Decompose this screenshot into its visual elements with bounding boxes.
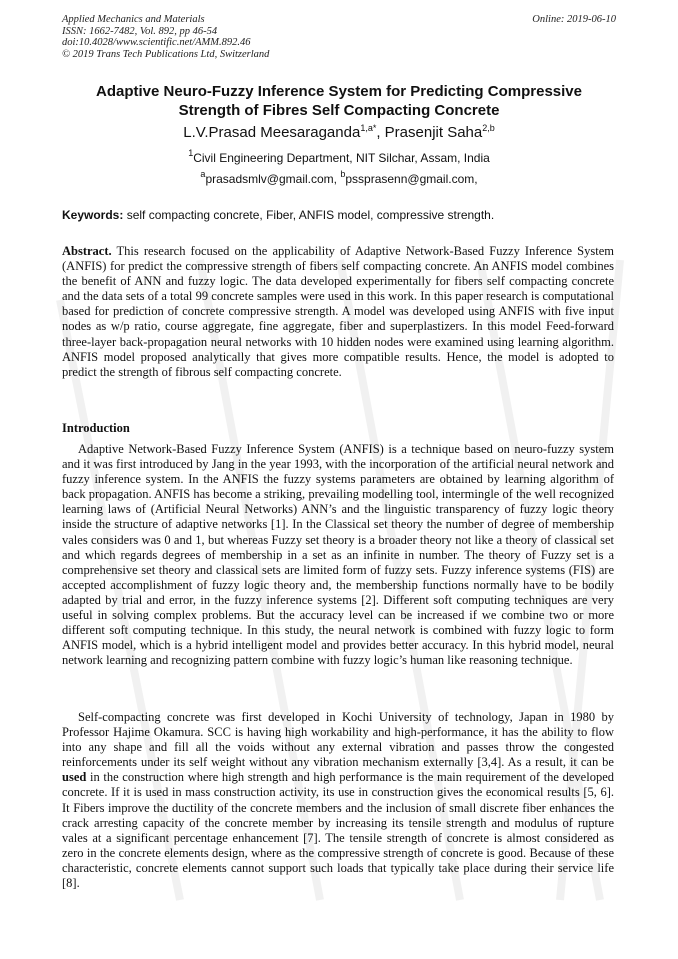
title-line-1: Adaptive Neuro-Fuzzy Inference System for Predicting Compressive: [96, 83, 582, 100]
intro-p2-part-a: Self-compacting concrete was first developed in Kochi University of technology, Japan in 1980 by Professor Hajime Okamura. SCC is having high workability and high-performance, it has the ability to flow into any shape and fill all the voids without any external vibration and passes throw the congested reinforcements under its self weight without any vibration mechanism externally [3,4]. As a result, it can be: [62, 710, 614, 770]
keywords-text: self compacting concrete, Fiber, ANFIS model, compressive strength.: [123, 208, 495, 222]
email-1[interactable]: prasadsmlv@gmail.com,: [205, 172, 341, 186]
paper-title: [60, 82, 618, 120]
author-list: [60, 124, 618, 141]
email-2[interactable]: pssprasenn@gmail.com,: [345, 172, 478, 186]
affiliation-marker: 1: [188, 148, 194, 158]
issn-line: ISSN: 1662-7482, Vol. 892, pp 46-54: [62, 25, 218, 37]
author-2-affiliation: 2,b: [482, 123, 495, 133]
author-emails: [60, 169, 618, 186]
author-1-affiliation: 1,a*: [360, 123, 377, 133]
affiliation: [60, 148, 618, 165]
email-1-marker: a: [200, 169, 206, 179]
abstract-label: Abstract.: [62, 244, 112, 258]
keywords-label: Keywords:: [62, 208, 124, 222]
author-2: Prasenjit Saha: [384, 124, 483, 141]
abstract: [62, 244, 614, 380]
title-line-2: Strength of Fibres Self Compacting Concrete: [178, 102, 500, 119]
copyright-line: © 2019 Trans Tech Publications Ltd, Switzerland: [62, 48, 270, 60]
email-2-marker: b: [340, 169, 346, 179]
abstract-text: This research focused on the applicability of Adaptive Network-Based Fuzzy Inference System (ANFIS) for predict the compressive strength of fibers self compacting concrete. An ANFIS model combines the benefit of ANN and fuzzy logic. The data developed experimentally for fibers self compacting concrete and the data sets of a total 99 concrete samples were used in this work. In this paper research is computational based for prediction of concrete compressive strength. A model was developed using ANFIS with five input nodes as w/p ratio, course aggregate, fine aggregate, fiber and superplastizers. In this model Feed-forward three-layer back-propagation neural networks with 10 hidden nodes were examined using learning algorithm. ANFIS model proposed analytically that gives more compatible results. Hence, the model is adopted to predict the strength of fibrous self compacting concrete.: [62, 244, 614, 379]
keywords: [62, 208, 618, 222]
intro-p2-part-b: in the construction where high strength and high performance is the main requirement of the developed concrete. If it is used in mass construction activity, its use in construction gives the economical results [5, 6]. It Fibers improve the ductility of the concrete members and the inclusion of small discrete fiber enhances the crack arresting capacity of the concrete member by increasing its tensile strength and modulus of rupture vales at a significant percentage enhancement [7]. The tensile strength of concrete is almost considered as zero in the concrete elements design, where as the compressive strength of concrete is good. Because of these characteristic, concrete elements cannot support such loads that typically take place during their service life [8].: [62, 770, 614, 891]
intro-paragraph-2: [62, 710, 614, 891]
affiliation-text: Civil Engineering Department, NIT Silchar, Assam, India: [193, 151, 490, 165]
journal-header: [62, 14, 269, 60]
section-heading-introduction: Introduction: [62, 421, 130, 435]
journal-name: Applied Mechanics and Materials: [62, 14, 205, 25]
doi-line[interactable]: doi:10.4028/www.scientific.net/AMM.892.46: [62, 37, 251, 48]
author-1: L.V.Prasad Meesaraganda: [183, 124, 361, 141]
intro-paragraph-1: Adaptive Network-Based Fuzzy Inference System (ANFIS) is a technique based on neuro-fuzzy system and it was first introduced by Jang in the year 1993, with the incorporation of the artificial neural network and fuzzy inference system. In the ANFIS the fuzzy systems parameters are obtained by learning algorithm of back propagation. ANFIS has become a striking, prevailing modelling tool, intermingle of the well recognized learning laws of (Artificial Neural Networks) ANN’s and the linguistic transparency of fuzzy logic theory inside the structure of adaptive networks [1]. In the Classical set theory the number of degree of membership vales considers was 0 and 1, but whereas Fuzzy set theory is a broader theory not like a theory of classical set and which regards degrees of membership in a set as an infinite in number. The theory of Fuzzy set is a comprehensive set theory and classical sets are limited form of fuzzy sets. Fuzzy inference systems (FIS) are accepted accomplishment of fuzzy logic theory and, the membership functions normally have to be bodily adapted by trial and error, in the fuzzy inference systems [2]. Different soft computing techniques are very useful in solving complex problems. But the accuracy level can be increased if we combine two or more different soft computing technique. In this study, the neural network is combined with fuzzy logic to form ANFIS model, which is a hybrid intelligent model and provides better accuracy. In this hybrid model, neural network learning and recognizing pattern combine with fuzzy logic’s human like reasoning technique.: [62, 442, 614, 668]
online-date: Online: 2019-06-10: [532, 14, 616, 25]
intro-p2-bold-word: used: [62, 770, 87, 785]
author-separator: ,: [376, 124, 385, 141]
